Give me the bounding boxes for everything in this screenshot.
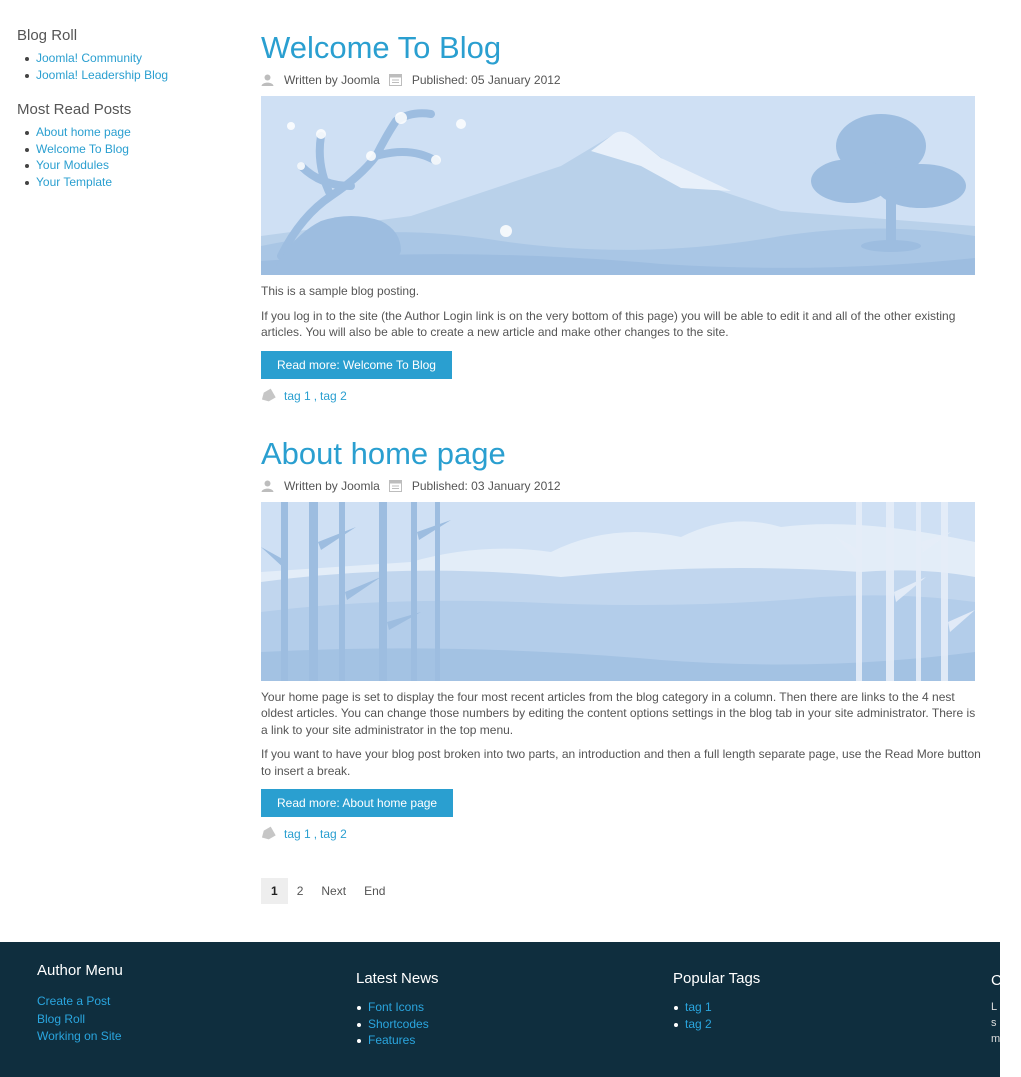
author-text: Written by Joomla (284, 73, 380, 87)
article-tags (261, 826, 983, 842)
article-paragraph: Your home page is set to display the four most recent articles from the blog category in a column. Then there are links to the 4 nest oldest articles. You can change those numbers by editing the content options settings in the blog tab in your site administrator. There is a link to your site administrator in the top menu. (261, 689, 976, 737)
blog-roll-title: Blog Roll (17, 27, 78, 44)
tag-link-2[interactable]: tag 2 (320, 388, 347, 403)
blog-roll-link-leadership[interactable]: Joomla! Leadership Blog (36, 67, 169, 82)
tag-separator: , (313, 827, 318, 841)
list-item (24, 157, 217, 174)
most-read-link-about[interactable]: About home page (36, 125, 131, 139)
footer-latest-news-title: Latest News (356, 970, 439, 987)
tag-icon (261, 390, 275, 402)
tag-separator: , (313, 388, 318, 403)
page-2-link[interactable]: 2 (296, 884, 304, 898)
working-on-site-link[interactable]: Working on Site (37, 1029, 122, 1043)
footer-popular-tags (673, 970, 760, 1032)
blog-roll-link[interactable]: Blog Roll (37, 1011, 86, 1026)
footer-cut-column-title: C (991, 972, 1002, 989)
article-paragraph: If you want to have your blog post broken into two parts, an introduction and then a full length separate page, use the Read More button to insert a break. (261, 747, 981, 778)
shortcodes-link[interactable]: Shortcodes (368, 1016, 429, 1031)
list-item (356, 999, 439, 1016)
most-read-title: Most Read Posts (17, 101, 132, 118)
footer-latest-news (356, 970, 439, 1049)
list-item (673, 1016, 760, 1033)
most-read-module (17, 101, 217, 190)
tag-link-2[interactable]: tag 2 (320, 827, 347, 841)
footer-cut-line: s (991, 1017, 997, 1029)
blog-roll-module (17, 27, 217, 83)
footer-popular-tags-title: Popular Tags (673, 970, 761, 987)
article-about (261, 434, 983, 843)
article-title-link[interactable]: Welcome To Blog (261, 30, 502, 65)
read-more-button[interactable]: Read more: Welcome To Blog (261, 351, 452, 379)
tag-link-1[interactable]: tag 1 (284, 827, 311, 841)
list-item (356, 1032, 439, 1049)
hero-image-mountain (261, 96, 975, 275)
font-icons-link[interactable]: Font Icons (368, 1000, 425, 1014)
footer-author-menu-list (37, 993, 123, 1046)
features-link[interactable]: Features (368, 1033, 416, 1047)
list-item (37, 1011, 123, 1029)
calendar-icon (389, 74, 402, 86)
calendar-icon (389, 480, 402, 492)
tag-link-1[interactable]: tag 1 (284, 388, 311, 403)
create-post-link[interactable]: Create a Post (37, 994, 111, 1008)
most-read-list (24, 124, 217, 190)
article-tags (261, 388, 983, 404)
published-text: Published: 03 January 2012 (411, 478, 561, 493)
footer-latest-news-list (356, 999, 439, 1049)
footer-tag-1-link[interactable]: tag 1 (685, 1000, 712, 1014)
article-meta (261, 70, 983, 90)
list-item (24, 50, 217, 67)
article-welcome (261, 28, 983, 404)
main-content (261, 28, 983, 842)
footer-tag-2-link[interactable]: tag 2 (685, 1016, 712, 1031)
published-text: Published: 05 January 2012 (411, 73, 561, 87)
user-icon (261, 74, 274, 86)
next-page-link[interactable]: Next (321, 884, 347, 898)
footer-author-menu (37, 962, 123, 1046)
article-paragraph: This is a sample blog posting. (261, 284, 420, 298)
blog-roll-link-community[interactable]: Joomla! Community (36, 51, 143, 65)
article-title (261, 28, 983, 68)
most-read-link-welcome[interactable]: Welcome To Blog (36, 141, 129, 156)
article-title-link[interactable]: About home page (261, 435, 506, 471)
tag-icon (261, 828, 275, 840)
sidebar (17, 27, 217, 190)
article-meta (261, 476, 983, 496)
author-text: Written by Joomla (284, 478, 380, 493)
article-body (261, 283, 983, 341)
list-item (37, 993, 123, 1011)
page-1-current: 1 (261, 878, 288, 904)
footer-cut-line: L (991, 1001, 998, 1013)
list-item (673, 999, 760, 1016)
list-item (356, 1016, 439, 1033)
footer-author-menu-title: Author Menu (37, 962, 123, 979)
article-body (261, 689, 983, 780)
footer-cut-column-text (991, 999, 1021, 1047)
most-read-link-template[interactable]: Your Template (36, 174, 113, 189)
list-item (37, 1028, 123, 1046)
article-title (261, 434, 983, 474)
end-page-link[interactable]: End (364, 884, 386, 898)
list-item (24, 67, 217, 84)
footer-cut-line: m (991, 1033, 1001, 1045)
list-item (24, 174, 217, 191)
user-icon (261, 480, 274, 492)
footer-popular-tags-list (673, 999, 760, 1032)
list-item (24, 141, 217, 158)
hero-image-bamboo (261, 502, 975, 681)
article-paragraph: If you log in to the site (the Author Login link is on the very bottom of this page) you will be able to edit it and all of the other existing articles. You will also be able to create a new article and make other changes to the site. (261, 308, 956, 339)
most-read-link-modules[interactable]: Your Modules (36, 158, 109, 172)
blog-roll-list (24, 50, 217, 83)
read-more-button[interactable]: Read more: About home page (261, 789, 453, 817)
list-item (24, 124, 217, 141)
footer (0, 942, 1000, 1077)
pagination (261, 878, 394, 904)
